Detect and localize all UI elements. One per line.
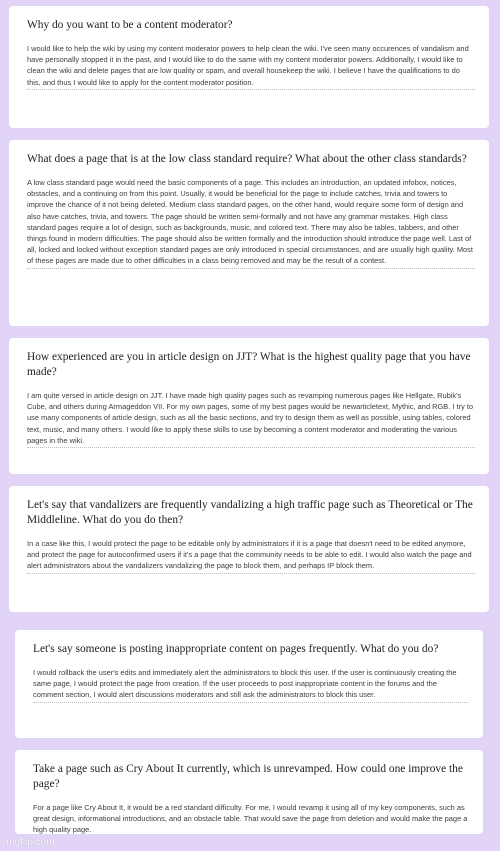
question-card-5: [15, 630, 483, 738]
question-card-1: [9, 6, 489, 128]
watermark: imgflip.com: [4, 837, 55, 848]
question-card-6: [15, 750, 483, 834]
answer-text: In a case like this, I would protect the page to be editable only by administrators if it is a page that doesn't need to be edited anymore, and protect the page for autoconfirmed users if it's a page that the community needs to be able to edit. I would also watch the page and alert administrators about the vandalizers vandalizing the page to block them, and perhaps IP block them.: [27, 538, 475, 574]
answer-text: I would like to help the wiki by using my content moderator powers to help clean the wiki. I've seen many occurences of vandalism and have personally stopped it in the past, and I would like to do the same with my content moderator powers. Additionally, I would like to clean the wiki and delete pages that are low quality or spam, and overall housekeep the wiki. I believe I have the qualifications to do this, and thus I would like to apply for the content moderator position.: [27, 43, 475, 90]
answer-text: For a page like Cry About It, it would be a red standard difficulty. For me, I would revamp it using all of my key components, such as great design, informational introductions, and an obstacle table. That would save the page from deletion and would make the page a high quality page.: [33, 802, 469, 834]
question-title: Why do you want to be a content moderator?: [27, 19, 233, 31]
answer-text: I would rollback the user's edits and immediately alert the administrators to block this user. If the user is continuously creating the same page, I would protect the page from creation. If the user proceeds to post inappropriate content in the forums and the comment section, I would alert discussions moderators and still ask the administrators to block this user.: [33, 667, 469, 703]
question-card-4: [9, 486, 489, 612]
question-title: Take a page such as Cry About It currently, which is unrevamped. How could one improve the page?: [33, 763, 463, 790]
question-card-2: [9, 140, 489, 326]
question-title: What does a page that is at the low class standard require? What about the other class standards?: [27, 153, 467, 165]
answer-text: A low class standard page would need the basic components of a page. This includes an introduction, an updated infobox, notices, obstacles, and a continuing on from this point. Usually, it would be beneficial for the page to include catches, trivia and towers to improve the chance of it not being deleted. Medium class standard pages, on the other hand, would require some form of design and also have catches, trivia, and towers. The page should be written semi-formally and not have any grammar mistakes. High class standard pages require a lot of design, such as backgrounds, music, and colored text. There may also be tables, tabbers, and other things found in modern difficulties. The page should also be written formally and the introduction should introduce the page well. Last of all, locked and locked without exception standard pages are only introduced in special circumstances, and are usually high quality. Most of these pages are made due to other difficulties in a class being removed and may be the result of a contest.: [27, 177, 475, 269]
question-title: Let's say that vandalizers are frequently vandalizing a high traffic page such as Theoretical or The Middleline. What do you do then?: [27, 499, 473, 526]
answer-text: I am quite versed in article design on JJT. I have made high quality pages such as revamping numerous pages like Hellgate, Rubik's Cube, and others during Armageddon VII. For my own pages, some of my best pages would be newarticletext, Mythic, and RGB. I try to use many components of article design, such as all the basic sections, and try to design them as well as possible, using tables, colored text, music, and many others. I would like to apply these skills to use by becoming a content moderator and moderating the various pages in the wiki.: [27, 390, 475, 448]
question-title: Let's say someone is posting inappropriate content on pages frequently. What do you do?: [33, 643, 439, 655]
question-card-3: [9, 338, 489, 474]
question-title: How experienced are you in article design on JJT? What is the highest quality page that you have made?: [27, 351, 471, 378]
